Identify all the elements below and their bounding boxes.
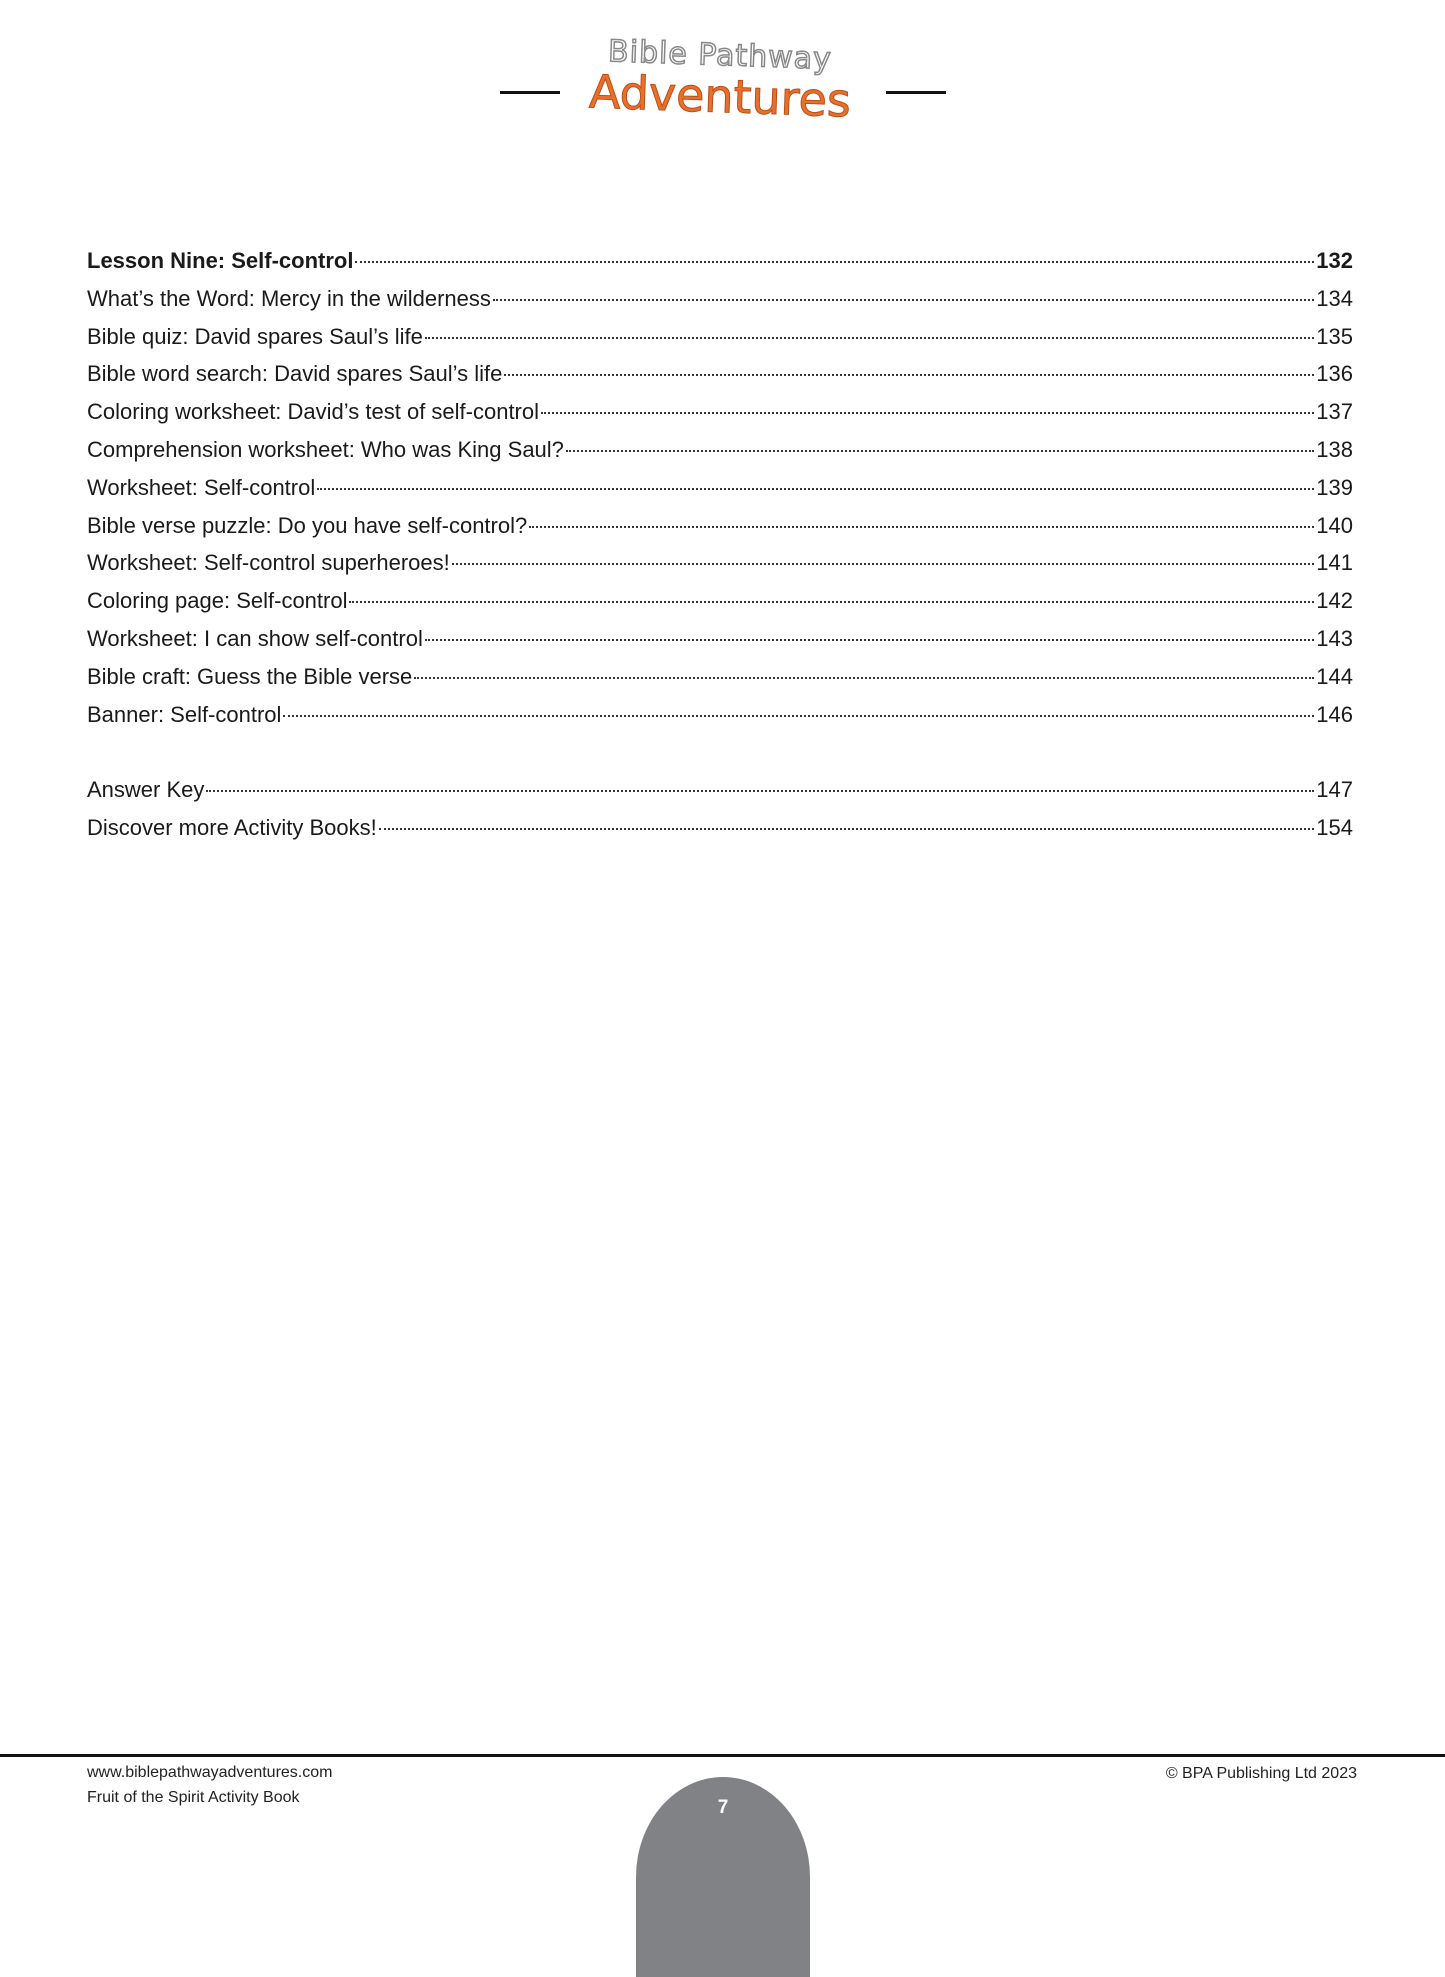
toc-entry[interactable] xyxy=(87,361,1353,399)
footer-rule xyxy=(0,1754,1445,1757)
toc-entry[interactable] xyxy=(87,437,1353,475)
dot-leader xyxy=(541,412,1314,414)
dot-leader xyxy=(414,677,1314,679)
toc-entry[interactable] xyxy=(87,399,1353,437)
header-rule-left xyxy=(500,91,560,94)
toc-entry[interactable] xyxy=(87,702,1353,740)
toc-entry-title: Bible word search: David spares Saul’s life xyxy=(87,361,503,387)
toc-entry-page: 141 xyxy=(1316,550,1353,576)
dot-leader xyxy=(566,450,1314,452)
toc-entry-title: Lesson Nine: Self-control xyxy=(87,248,354,273)
toc-entry-page: 136 xyxy=(1316,361,1353,387)
toc-entry[interactable] xyxy=(87,324,1353,362)
toc-entry-title: Worksheet: I can show self-control xyxy=(87,625,423,651)
toc-entry-page: 132 xyxy=(1316,248,1353,273)
toc-entry[interactable] xyxy=(87,815,1353,853)
toc-entry-page: 137 xyxy=(1316,399,1353,425)
toc-entry-title: Coloring page: Self-control xyxy=(87,588,348,614)
logo xyxy=(560,36,880,136)
table-of-contents xyxy=(87,248,1353,853)
footer-copyright: © BPA Publishing Ltd 2023 xyxy=(1165,1765,1357,1782)
toc-entry-page: 138 xyxy=(1316,436,1353,462)
toc-entry-title: Bible craft: Guess the Bible verse xyxy=(87,663,413,689)
dot-leader xyxy=(493,299,1314,301)
toc-entry[interactable] xyxy=(87,550,1353,588)
toc-entry[interactable] xyxy=(87,286,1353,324)
header-rule-right xyxy=(886,91,946,94)
toc-entry-page: 142 xyxy=(1316,588,1353,614)
toc-entry[interactable] xyxy=(87,777,1353,815)
footer-website[interactable]: www.biblepathwayadventures.com xyxy=(87,1764,333,1781)
toc-entry-page: 144 xyxy=(1316,663,1353,689)
toc-entry-title: Coloring worksheet: David’s test of self-control xyxy=(87,399,540,425)
dot-leader xyxy=(529,526,1314,528)
toc-entry-page: 140 xyxy=(1316,512,1353,538)
dot-leader xyxy=(355,261,1314,263)
toc-entry-title: Worksheet: Self-control superheroes! xyxy=(87,550,450,576)
page-number: 7 xyxy=(717,1797,729,1818)
toc-entry-title: Banner: Self-control xyxy=(87,701,282,727)
dot-leader xyxy=(504,374,1314,376)
spacer xyxy=(87,739,1353,777)
toc-entry-page: 147 xyxy=(1316,777,1353,803)
toc-entry[interactable] xyxy=(87,513,1353,551)
toc-entry[interactable] xyxy=(87,588,1353,626)
dot-leader xyxy=(425,337,1314,339)
toc-entry-title: Worksheet: Self-control xyxy=(87,474,316,500)
toc-entry-page: 135 xyxy=(1316,323,1353,349)
toc-entry-page: 146 xyxy=(1316,701,1353,727)
toc-entry-title: Discover more Activity Books! xyxy=(87,814,377,840)
dot-leader xyxy=(206,790,1314,792)
dot-leader xyxy=(317,488,1314,490)
toc-entry-title: Answer Key xyxy=(87,777,205,803)
dot-leader xyxy=(379,828,1315,830)
footer-book-title: Fruit of the Spirit Activity Book xyxy=(87,1789,300,1806)
dot-leader xyxy=(452,563,1315,565)
toc-entry-title: Bible quiz: David spares Saul’s life xyxy=(87,323,423,349)
toc-entry-page: 134 xyxy=(1316,285,1353,311)
toc-entry-page: 154 xyxy=(1316,814,1353,840)
logo-line1: Bible Pathway xyxy=(607,34,833,77)
dot-leader xyxy=(425,639,1314,641)
toc-entry-title: Comprehension worksheet: Who was King Saul? xyxy=(87,436,564,462)
dot-leader xyxy=(283,715,1314,717)
toc-entry[interactable] xyxy=(87,626,1353,664)
toc-entry-page: 143 xyxy=(1316,625,1353,651)
toc-entry-title: What’s the Word: Mercy in the wilderness xyxy=(87,285,491,311)
toc-entry-title: Bible verse puzzle: Do you have self-control? xyxy=(87,512,528,538)
toc-entry[interactable] xyxy=(87,664,1353,702)
logo-line2: Adventures xyxy=(588,64,852,128)
toc-entry[interactable] xyxy=(87,248,1353,286)
toc-entry-page: 139 xyxy=(1316,474,1353,500)
toc-entry[interactable] xyxy=(87,475,1353,513)
dot-leader xyxy=(349,601,1314,603)
